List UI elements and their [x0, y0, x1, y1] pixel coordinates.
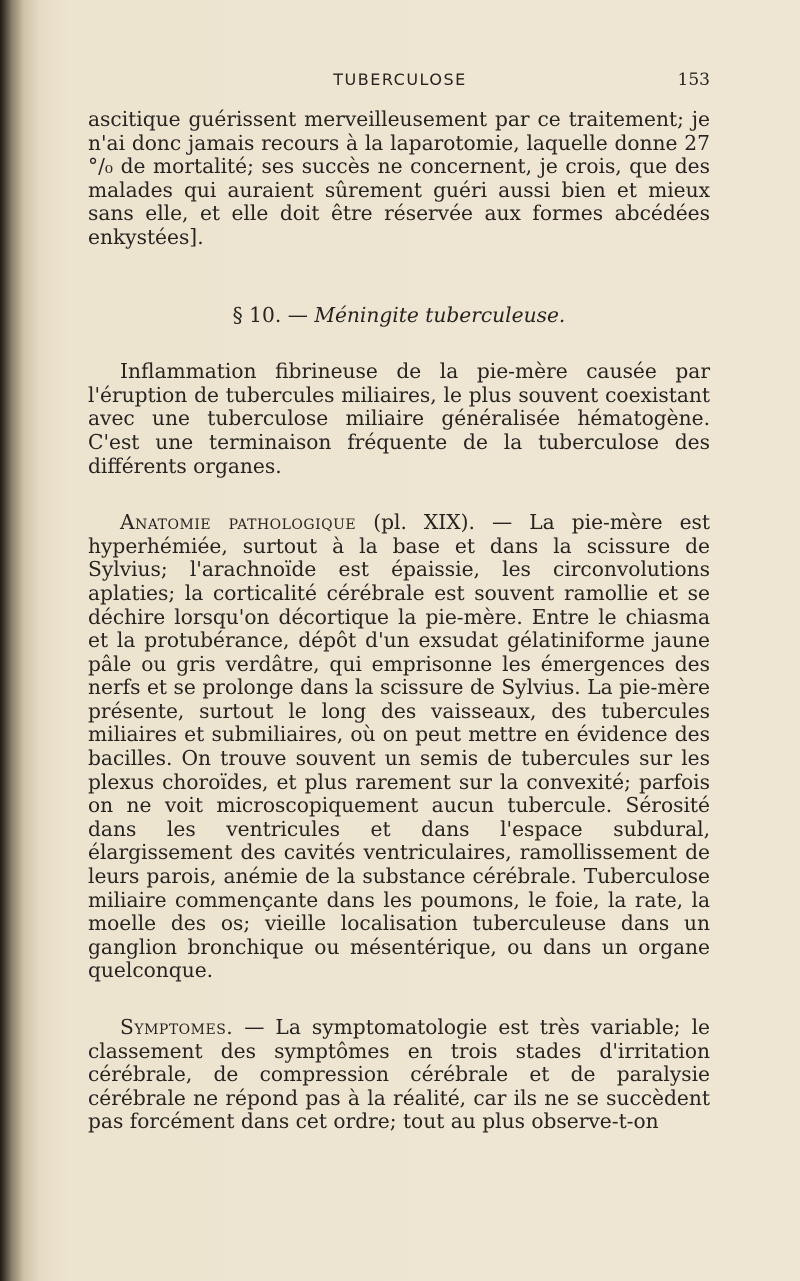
page-body [88, 108, 710, 1134]
anatomie-text: (pl. XIX). — La pie-mère est hyperhémiée, surtout à la base et dans la scissure de Sylvius; l'arachnoïde est épaissie, les circonvolutions aplaties; la corticalité cérébrale est souvent ramollie et se déchire lorsqu'on décortique la pie-mère. Entre le chiasma et la protubérance, dépôt d'un exsudat gélatiniforme jaune pâle ou gris verdâtre, qui emprisonne les émergences des nerfs et se prolonge dans la scissure de Sylvius. La pie-mère présente, surtout le long des vaisseaux, des tubercules miliaires et submiliaires, où on peut mettre en évidence des bacilles. On trouve souvent un semis de tubercules sur les plexus choroïdes, et plus rarement sur la convexité; parfois on ne voit microscopiquement aucun tubercule. Sérosité dans les ventricules et dans l'espace subdural, élargissement des cavités ventriculaires, ramollissement de leurs parois, anémie de la substance cérébrale. Tuberculose miliaire commençante dans les poumons, le foie, la rate, la moelle des os; vieille localisation tuberculeuse dans un ganglion bronchique ou mésentérique, ou dans un organe quelconque. [88, 510, 711, 983]
section-title: Méningite tuberculeuse. [314, 302, 566, 327]
anatomie-paragraph [88, 511, 710, 983]
page-number: 153 [677, 70, 710, 90]
page-header [90, 68, 710, 98]
symptomes-label: Symptomes. [120, 1015, 234, 1039]
symptomes-text: — La symptomatologie est très variable; le classement des symptômes en trois stades d'irritation cérébrale, de compression cérébrale et de paralysie cérébrale ne répond pas à la réalité, car ils ne se succèdent pas forcément dans cet ordre; tout au plus observe-t-on [88, 1015, 710, 1134]
intro-paragraph: Inflammation fibrineuse de la pie-mère causée par l'éruption de tubercules miliaires, le plus souvent coexistant avec une tuberculose miliaire généralisée hématogène. C'est une terminaison fréquente de la tuberculose des différents organes. [88, 359, 710, 478]
symptomes-paragraph [88, 1016, 710, 1134]
continuation-paragraph: ascitique guérissent merveilleusement par ce traitement; je n'ai donc jamais recours à la laparotomie, laquelle donne 27 °/₀ de mortalité; ses succès ne concernent, je crois, que des malades qui auraient sûrement guéri aussi bien et mieux sans elle, et elle doit être réservée aux formes abcédées enkystées]. [88, 107, 710, 249]
running-title: TUBERCULOSE [333, 70, 467, 89]
section-number: § 10. — [232, 302, 308, 327]
anatomie-label: Anatomie pathologique [120, 510, 357, 535]
section-heading [88, 304, 710, 328]
